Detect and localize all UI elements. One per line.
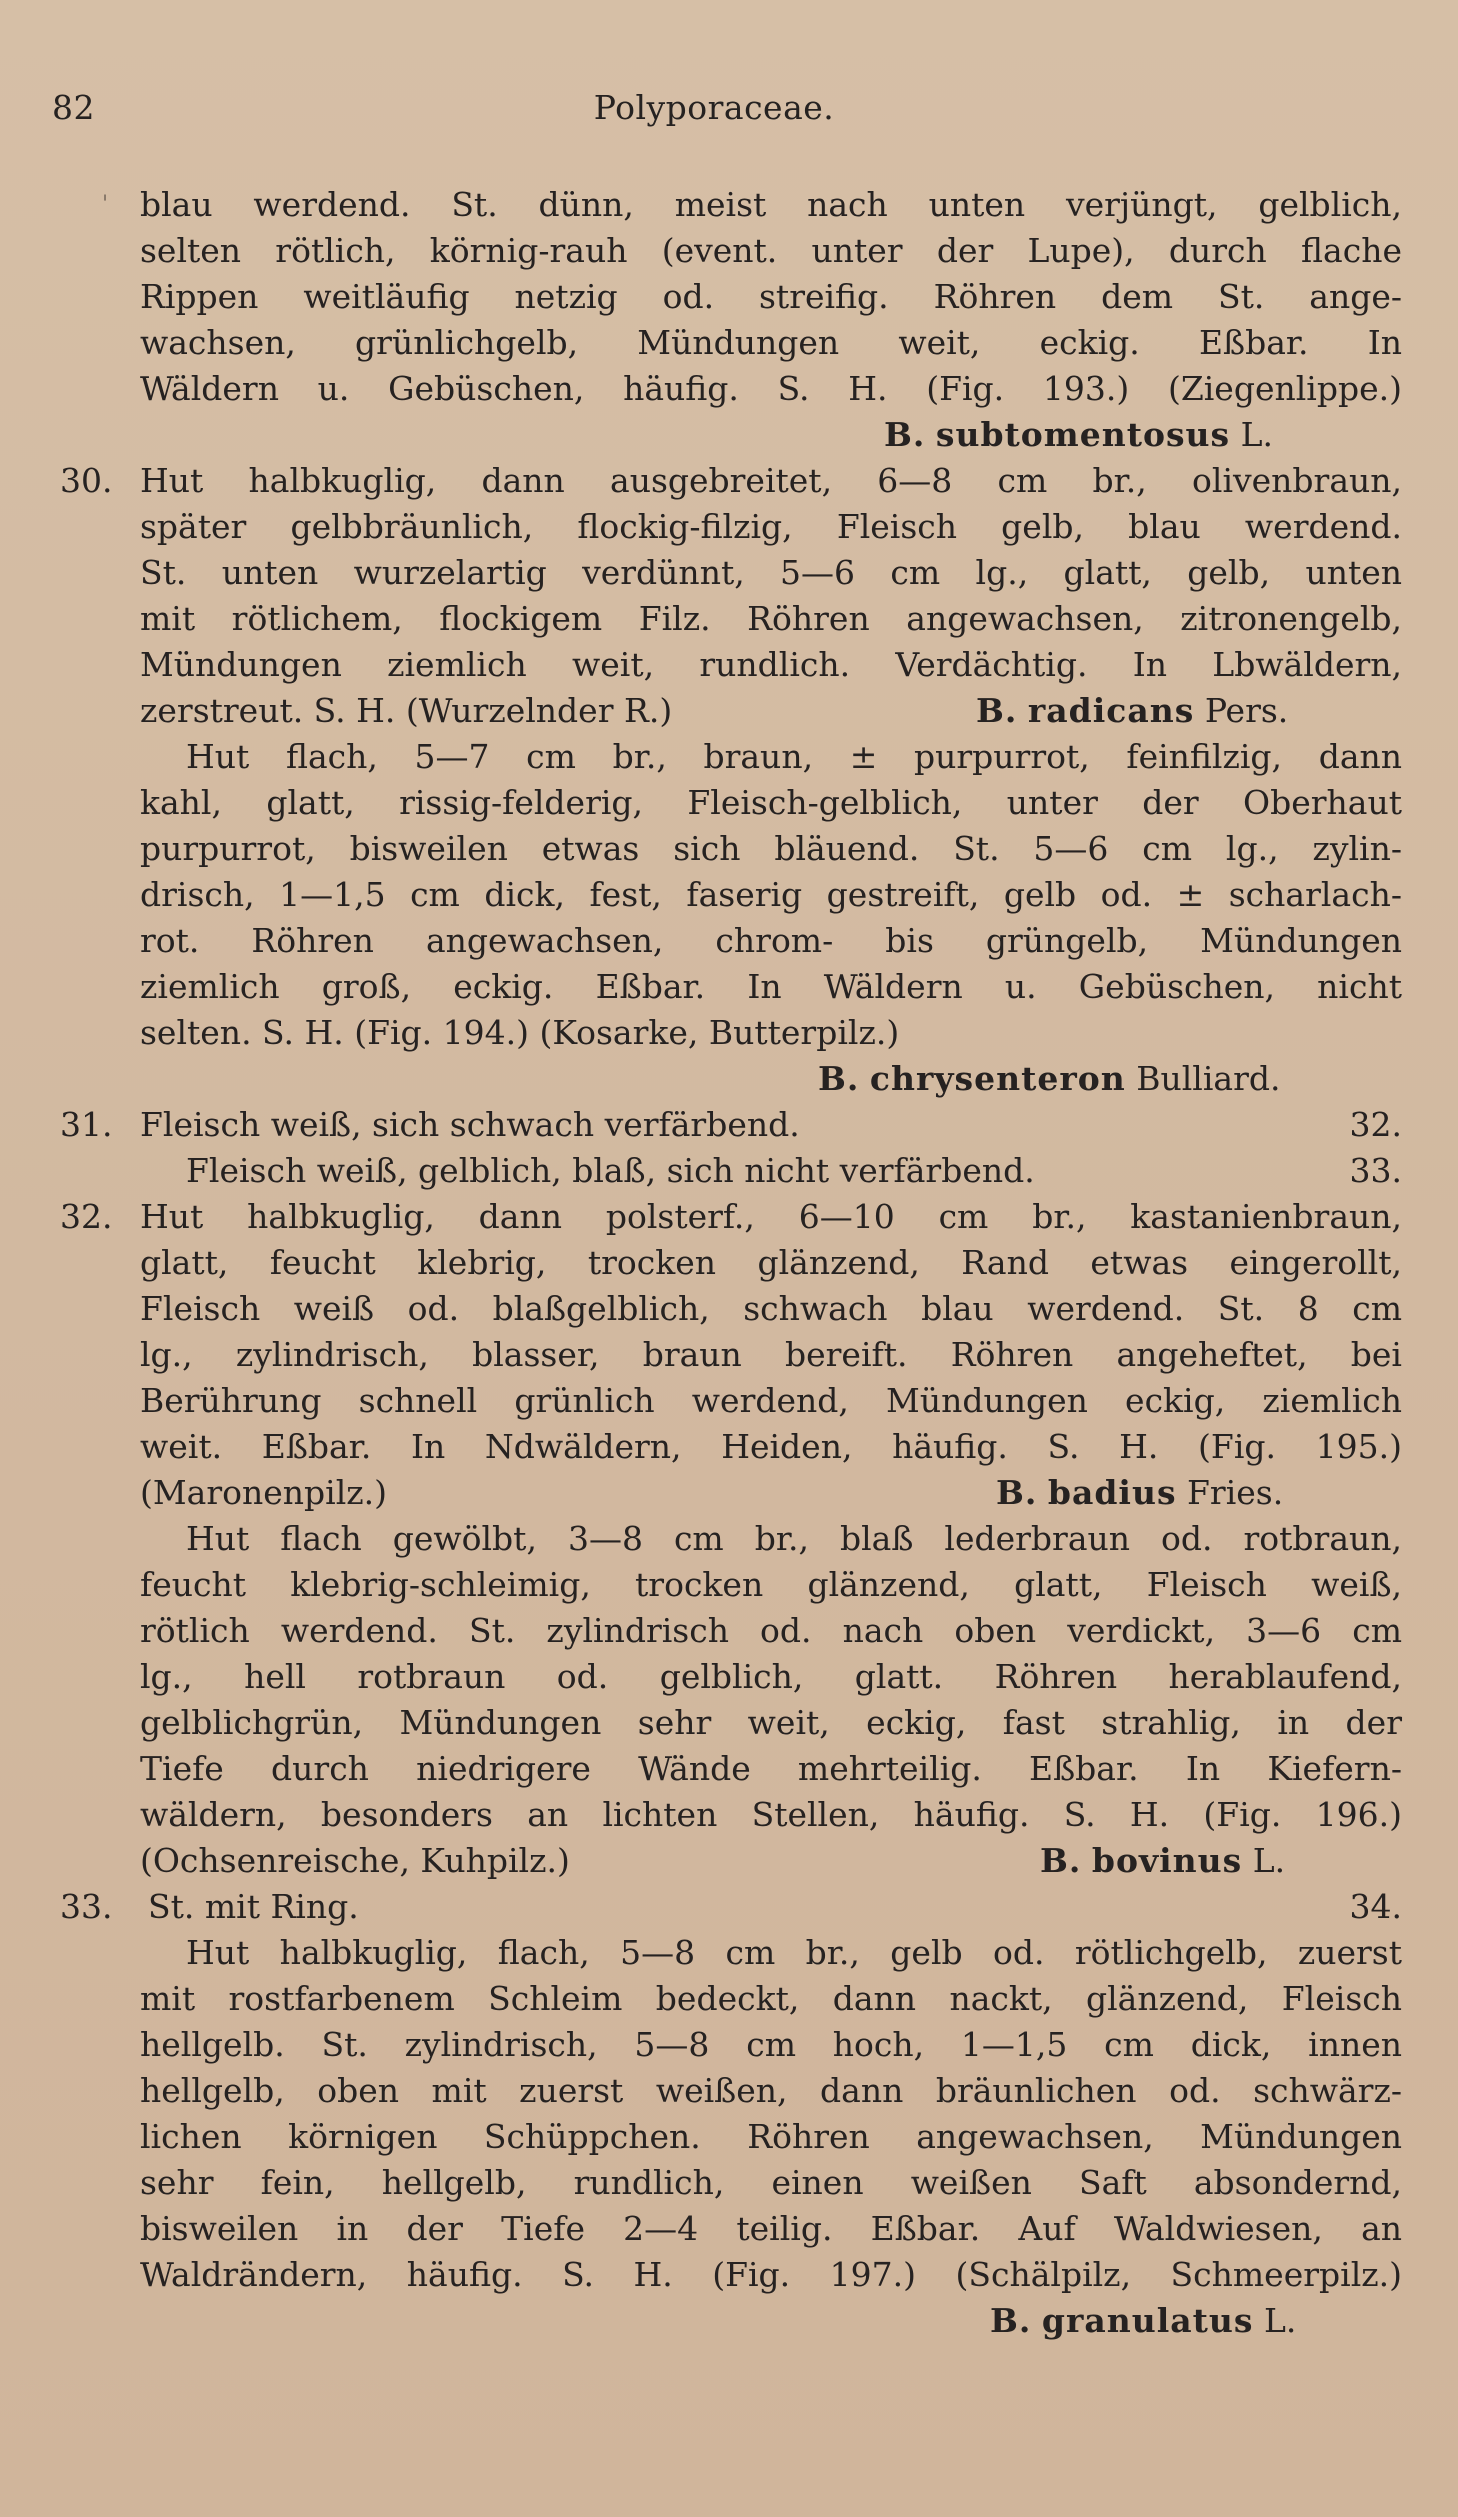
- page-number: 82: [52, 88, 95, 127]
- text-line: Waldrändern, häufig. S. H. (Fig. 197.) (Schälpilz, Schmeerpilz.): [140, 2255, 1402, 2294]
- text-line: Fleisch weiß od. blaßgelblich, schwach blau werdend. St. 8 cm: [140, 1289, 1402, 1328]
- text-line: kahl, glatt, rissig-felderig, Fleisch-gelblich, unter der Oberhaut: [140, 783, 1402, 822]
- text-line: Fleisch weiß, gelblich, blaß, sich nicht verfärbend.: [186, 1151, 1035, 1190]
- text-line: hellgelb. St. zylindrisch, 5—8 cm hoch, 1—1,5 cm dick, innen: [140, 2025, 1402, 2064]
- page-header: [52, 88, 1406, 138]
- running-title: Polyporaceae.: [593, 88, 835, 127]
- text-line: später gelbbräunlich, flockig-filzig, Fleisch gelb, blau werdend.: [140, 507, 1402, 546]
- text-line: (Maronenpilz.): [140, 1473, 388, 1512]
- text-line: wachsen, grünlichgelb, Mündungen weit, eckig. Eßbar. In: [140, 323, 1402, 362]
- text-line: Hut flach, 5—7 cm br., braun, ± purpurrot, feinfilzig, dann: [186, 737, 1402, 776]
- text-line: Tiefe durch niedrigere Wände mehrteilig. Eßbar. In Kiefern-: [140, 1749, 1402, 1788]
- text-line: (Ochsenreische, Kuhpilz.): [140, 1841, 570, 1880]
- text-line: sehr fein, hellgelb, rundlich, einen weißen Saft absondernd,: [140, 2163, 1402, 2202]
- text-line: St. unten wurzelartig verdünnt, 5—6 cm lg., glatt, gelb, unten: [140, 553, 1402, 592]
- text-line: St. mit Ring.: [148, 1887, 359, 1926]
- couplet-number: 33.: [60, 1887, 113, 1926]
- text-line: Hut halbkuglig, flach, 5—8 cm br., gelb od. rötlichgelb, zuerst: [186, 1933, 1402, 1972]
- text-line: ziemlich groß, eckig. Eßbar. In Wäldern u. Gebüschen, nicht: [140, 967, 1402, 1006]
- couplet-number: 32.: [60, 1197, 113, 1236]
- text-line: zerstreut. S. H. (Wurzelnder R.): [140, 691, 673, 730]
- text-line: lg., hell rotbraun od. gelblich, glatt. Röhren herablaufend,: [140, 1657, 1402, 1696]
- text-line: mit rötlichem, flockigem Filz. Röhren angewachsen, zitronengelb,: [140, 599, 1402, 638]
- text-line: lichen körnigen Schüppchen. Röhren angewachsen, Mündungen: [140, 2117, 1402, 2156]
- text-line: hellgelb, oben mit zuerst weißen, dann bräunlichen od. schwärz-: [140, 2071, 1402, 2110]
- lead-reference: 34.: [1349, 1887, 1402, 1926]
- text-line: rötlich werdend. St. zylindrisch od. nach oben verdickt, 3—6 cm: [140, 1611, 1402, 1650]
- text-line: bisweilen in der Tiefe 2—4 teilig. Eßbar. Auf Waldwiesen, an: [140, 2209, 1402, 2248]
- species-name-granulatus: B. granulatus L.: [990, 2301, 1297, 2340]
- text-line: Hut halbkuglig, dann polsterf., 6—10 cm br., kastanienbraun,: [140, 1197, 1402, 1236]
- species-name-subtomentosus: B. subtomentosus L.: [884, 415, 1274, 454]
- text-line: Berührung schnell grünlich werdend, Mündungen eckig, ziemlich: [140, 1381, 1402, 1420]
- text-line: Hut halbkuglig, dann ausgebreitet, 6—8 cm br., olivenbraun,: [140, 461, 1402, 500]
- text-line: Wäldern u. Gebüschen, häufig. S. H. (Fig. 193.) (Ziegenlippe.): [140, 369, 1402, 408]
- species-name-radicans: B. radicans Pers.: [976, 691, 1289, 730]
- text-line: rot. Röhren angewachsen, chrom- bis grüngelb, Mündungen: [140, 921, 1402, 960]
- text-line: blau werdend. St. dünn, meist nach unten verjüngt, gelblich,: [140, 185, 1402, 224]
- text-line: lg., zylindrisch, blasser, braun bereift. Röhren angeheftet, bei: [140, 1335, 1402, 1374]
- text-line: Hut flach gewölbt, 3—8 cm br., blaß lederbraun od. rotbraun,: [186, 1519, 1402, 1558]
- species-name-chrysenteron: B. chrysenteron Bulliard.: [818, 1059, 1281, 1098]
- text-line: gelblichgrün, Mündungen sehr weit, eckig, fast strahlig, in der: [140, 1703, 1402, 1742]
- species-name-badius: B. badius Fries.: [996, 1473, 1284, 1512]
- text-line: purpurrot, bisweilen etwas sich bläuend. St. 5—6 cm lg., zylin-: [140, 829, 1402, 868]
- lead-reference: 32.: [1349, 1105, 1402, 1144]
- text-line: Rippen weitläufig netzig od. streifig. Röhren dem St. ange-: [140, 277, 1402, 316]
- species-name-bovinus: B. bovinus L.: [1040, 1841, 1286, 1880]
- text-line: wäldern, besonders an lichten Stellen, häufig. S. H. (Fig. 196.): [140, 1795, 1402, 1834]
- text-line: drisch, 1—1,5 cm dick, fest, faserig gestreift, gelb od. ± scharlach-: [140, 875, 1402, 914]
- text-line: selten rötlich, körnig-rauh (event. unter der Lupe), durch flache: [140, 231, 1402, 270]
- couplet-number: 31.: [60, 1105, 113, 1144]
- lead-reference: 33.: [1349, 1151, 1402, 1190]
- text-line: feucht klebrig-schleimig, trocken glänzend, glatt, Fleisch weiß,: [140, 1565, 1402, 1604]
- text-line: selten. S. H. (Fig. 194.) (Kosarke, Butterpilz.): [140, 1013, 900, 1052]
- text-line: mit rostfarbenem Schleim bedeckt, dann nackt, glänzend, Fleisch: [140, 1979, 1402, 2018]
- text-line: Mündungen ziemlich weit, rundlich. Verdächtig. In Lbwäldern,: [140, 645, 1402, 684]
- margin-mark: ': [102, 192, 109, 217]
- text-line: Fleisch weiß, sich schwach verfärbend.: [140, 1105, 800, 1144]
- text-line: weit. Eßbar. In Ndwäldern, Heiden, häufig. S. H. (Fig. 195.): [140, 1427, 1402, 1466]
- couplet-number: 30.: [60, 461, 113, 500]
- text-line: glatt, feucht klebrig, trocken glänzend, Rand etwas eingerollt,: [140, 1243, 1402, 1282]
